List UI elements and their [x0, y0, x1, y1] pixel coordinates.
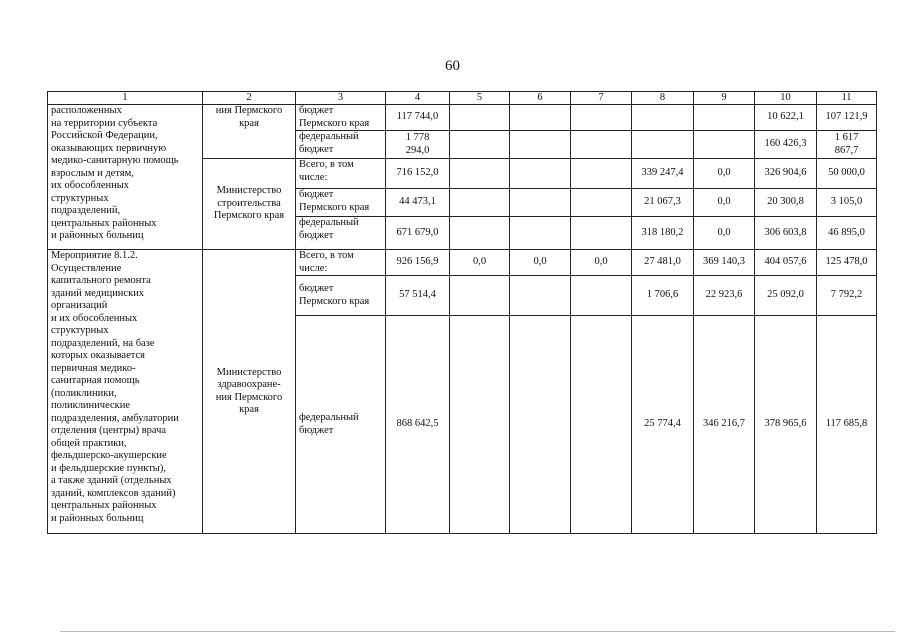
funding-source: Всего, в том числе: [296, 159, 386, 189]
executor-cell: ния Пермского края [203, 105, 296, 159]
value-cell: 27 481,0 [632, 250, 694, 276]
header-cell: 6 [510, 92, 571, 105]
value-cell [510, 316, 571, 534]
value-cell [694, 131, 755, 159]
executor-cell: Министерство здравоохране- ния Пермского края [203, 250, 296, 534]
header-cell: 3 [296, 92, 386, 105]
budget-table [47, 91, 877, 534]
value-cell [571, 105, 632, 131]
value-cell: 0,0 [510, 250, 571, 276]
executor-cell: Министерство строительства Пермского края [203, 159, 296, 250]
funding-source: федеральный бюджет [296, 217, 386, 250]
value-cell: 10 622,1 [755, 105, 817, 131]
value-cell [510, 159, 571, 189]
funding-source: федеральный бюджет [296, 316, 386, 534]
value-cell: 926 156,9 [386, 250, 450, 276]
value-cell: 306 603,8 [755, 217, 817, 250]
value-cell: 346 216,7 [694, 316, 755, 534]
value-cell [571, 159, 632, 189]
value-cell [571, 276, 632, 316]
value-cell: 0,0 [694, 159, 755, 189]
value-cell: 1 778 294,0 [386, 131, 450, 159]
value-cell: 125 478,0 [817, 250, 877, 276]
header-row [48, 92, 877, 105]
value-cell: 868 642,5 [386, 316, 450, 534]
value-cell: 25 774,4 [632, 316, 694, 534]
scan-edge-line [60, 631, 895, 632]
value-cell: 0,0 [694, 217, 755, 250]
funding-source: бюджет Пермского края [296, 276, 386, 316]
value-cell: 50 000,0 [817, 159, 877, 189]
value-cell: 1 706,6 [632, 276, 694, 316]
funding-source: бюджет Пермского края [296, 189, 386, 217]
value-cell: 0,0 [694, 189, 755, 217]
header-cell: 10 [755, 92, 817, 105]
value-cell: 716 152,0 [386, 159, 450, 189]
table-row [48, 105, 877, 131]
value-cell: 339 247,4 [632, 159, 694, 189]
value-cell: 326 904,6 [755, 159, 817, 189]
value-cell: 378 965,6 [755, 316, 817, 534]
value-cell: 22 923,6 [694, 276, 755, 316]
value-cell: 318 180,2 [632, 217, 694, 250]
value-cell [450, 131, 510, 159]
value-cell [571, 189, 632, 217]
value-cell [694, 105, 755, 131]
value-cell: 369 140,3 [694, 250, 755, 276]
funding-source: федеральный бюджет [296, 131, 386, 159]
value-cell: 107 121,9 [817, 105, 877, 131]
page-number: 60 [445, 58, 460, 74]
value-cell [632, 105, 694, 131]
value-cell [571, 131, 632, 159]
header-cell: 1 [48, 92, 203, 105]
value-cell: 1 617 867,7 [817, 131, 877, 159]
header-cell: 11 [817, 92, 877, 105]
value-cell [450, 105, 510, 131]
value-cell: 117 744,0 [386, 105, 450, 131]
header-cell: 5 [450, 92, 510, 105]
value-cell [632, 131, 694, 159]
value-cell: 44 473,1 [386, 189, 450, 217]
value-cell: 46 895,0 [817, 217, 877, 250]
value-cell [450, 316, 510, 534]
activity-description: Мероприятие 8.1.2. Осуществление капитального ремонта зданий медицинских организаций и их обособленных структурных подразделений, на базе которых оказывается первичная медико- санитарная помощь (поликлиники, поликлинические подразделения, амбулатории отделения (центры) врача общей практики, фельдшерско-акушерские и фельдшерские пункты), а также зданий (отдельных зданий, комплексов зданий) центральных районных и районных больниц [48, 250, 203, 534]
value-cell: 404 057,6 [755, 250, 817, 276]
funding-source: бюджет Пермского края [296, 105, 386, 131]
value-cell [571, 316, 632, 534]
value-cell [571, 217, 632, 250]
value-cell [450, 189, 510, 217]
value-cell: 671 679,0 [386, 217, 450, 250]
value-cell: 160 426,3 [755, 131, 817, 159]
value-cell [450, 159, 510, 189]
table-row [48, 250, 877, 276]
value-cell [450, 276, 510, 316]
value-cell: 20 300,8 [755, 189, 817, 217]
value-cell [510, 131, 571, 159]
header-cell: 2 [203, 92, 296, 105]
header-cell: 8 [632, 92, 694, 105]
value-cell [510, 217, 571, 250]
header-cell: 9 [694, 92, 755, 105]
value-cell: 0,0 [450, 250, 510, 276]
value-cell: 117 685,8 [817, 316, 877, 534]
value-cell: 57 514,4 [386, 276, 450, 316]
value-cell [450, 217, 510, 250]
value-cell [510, 276, 571, 316]
value-cell [510, 189, 571, 217]
activity-description: расположенных на территории субъекта Российской Федерации, оказывающих первичную медико-санитарную помощь взрослым и детям, их обособленных структурных подразделений, центральных районных и районных больниц [48, 105, 203, 250]
value-cell: 7 792,2 [817, 276, 877, 316]
value-cell: 3 105,0 [817, 189, 877, 217]
value-cell: 0,0 [571, 250, 632, 276]
value-cell: 25 092,0 [755, 276, 817, 316]
funding-source: Всего, в том числе: [296, 250, 386, 276]
value-cell [510, 105, 571, 131]
header-cell: 7 [571, 92, 632, 105]
header-cell: 4 [386, 92, 450, 105]
value-cell: 21 067,3 [632, 189, 694, 217]
